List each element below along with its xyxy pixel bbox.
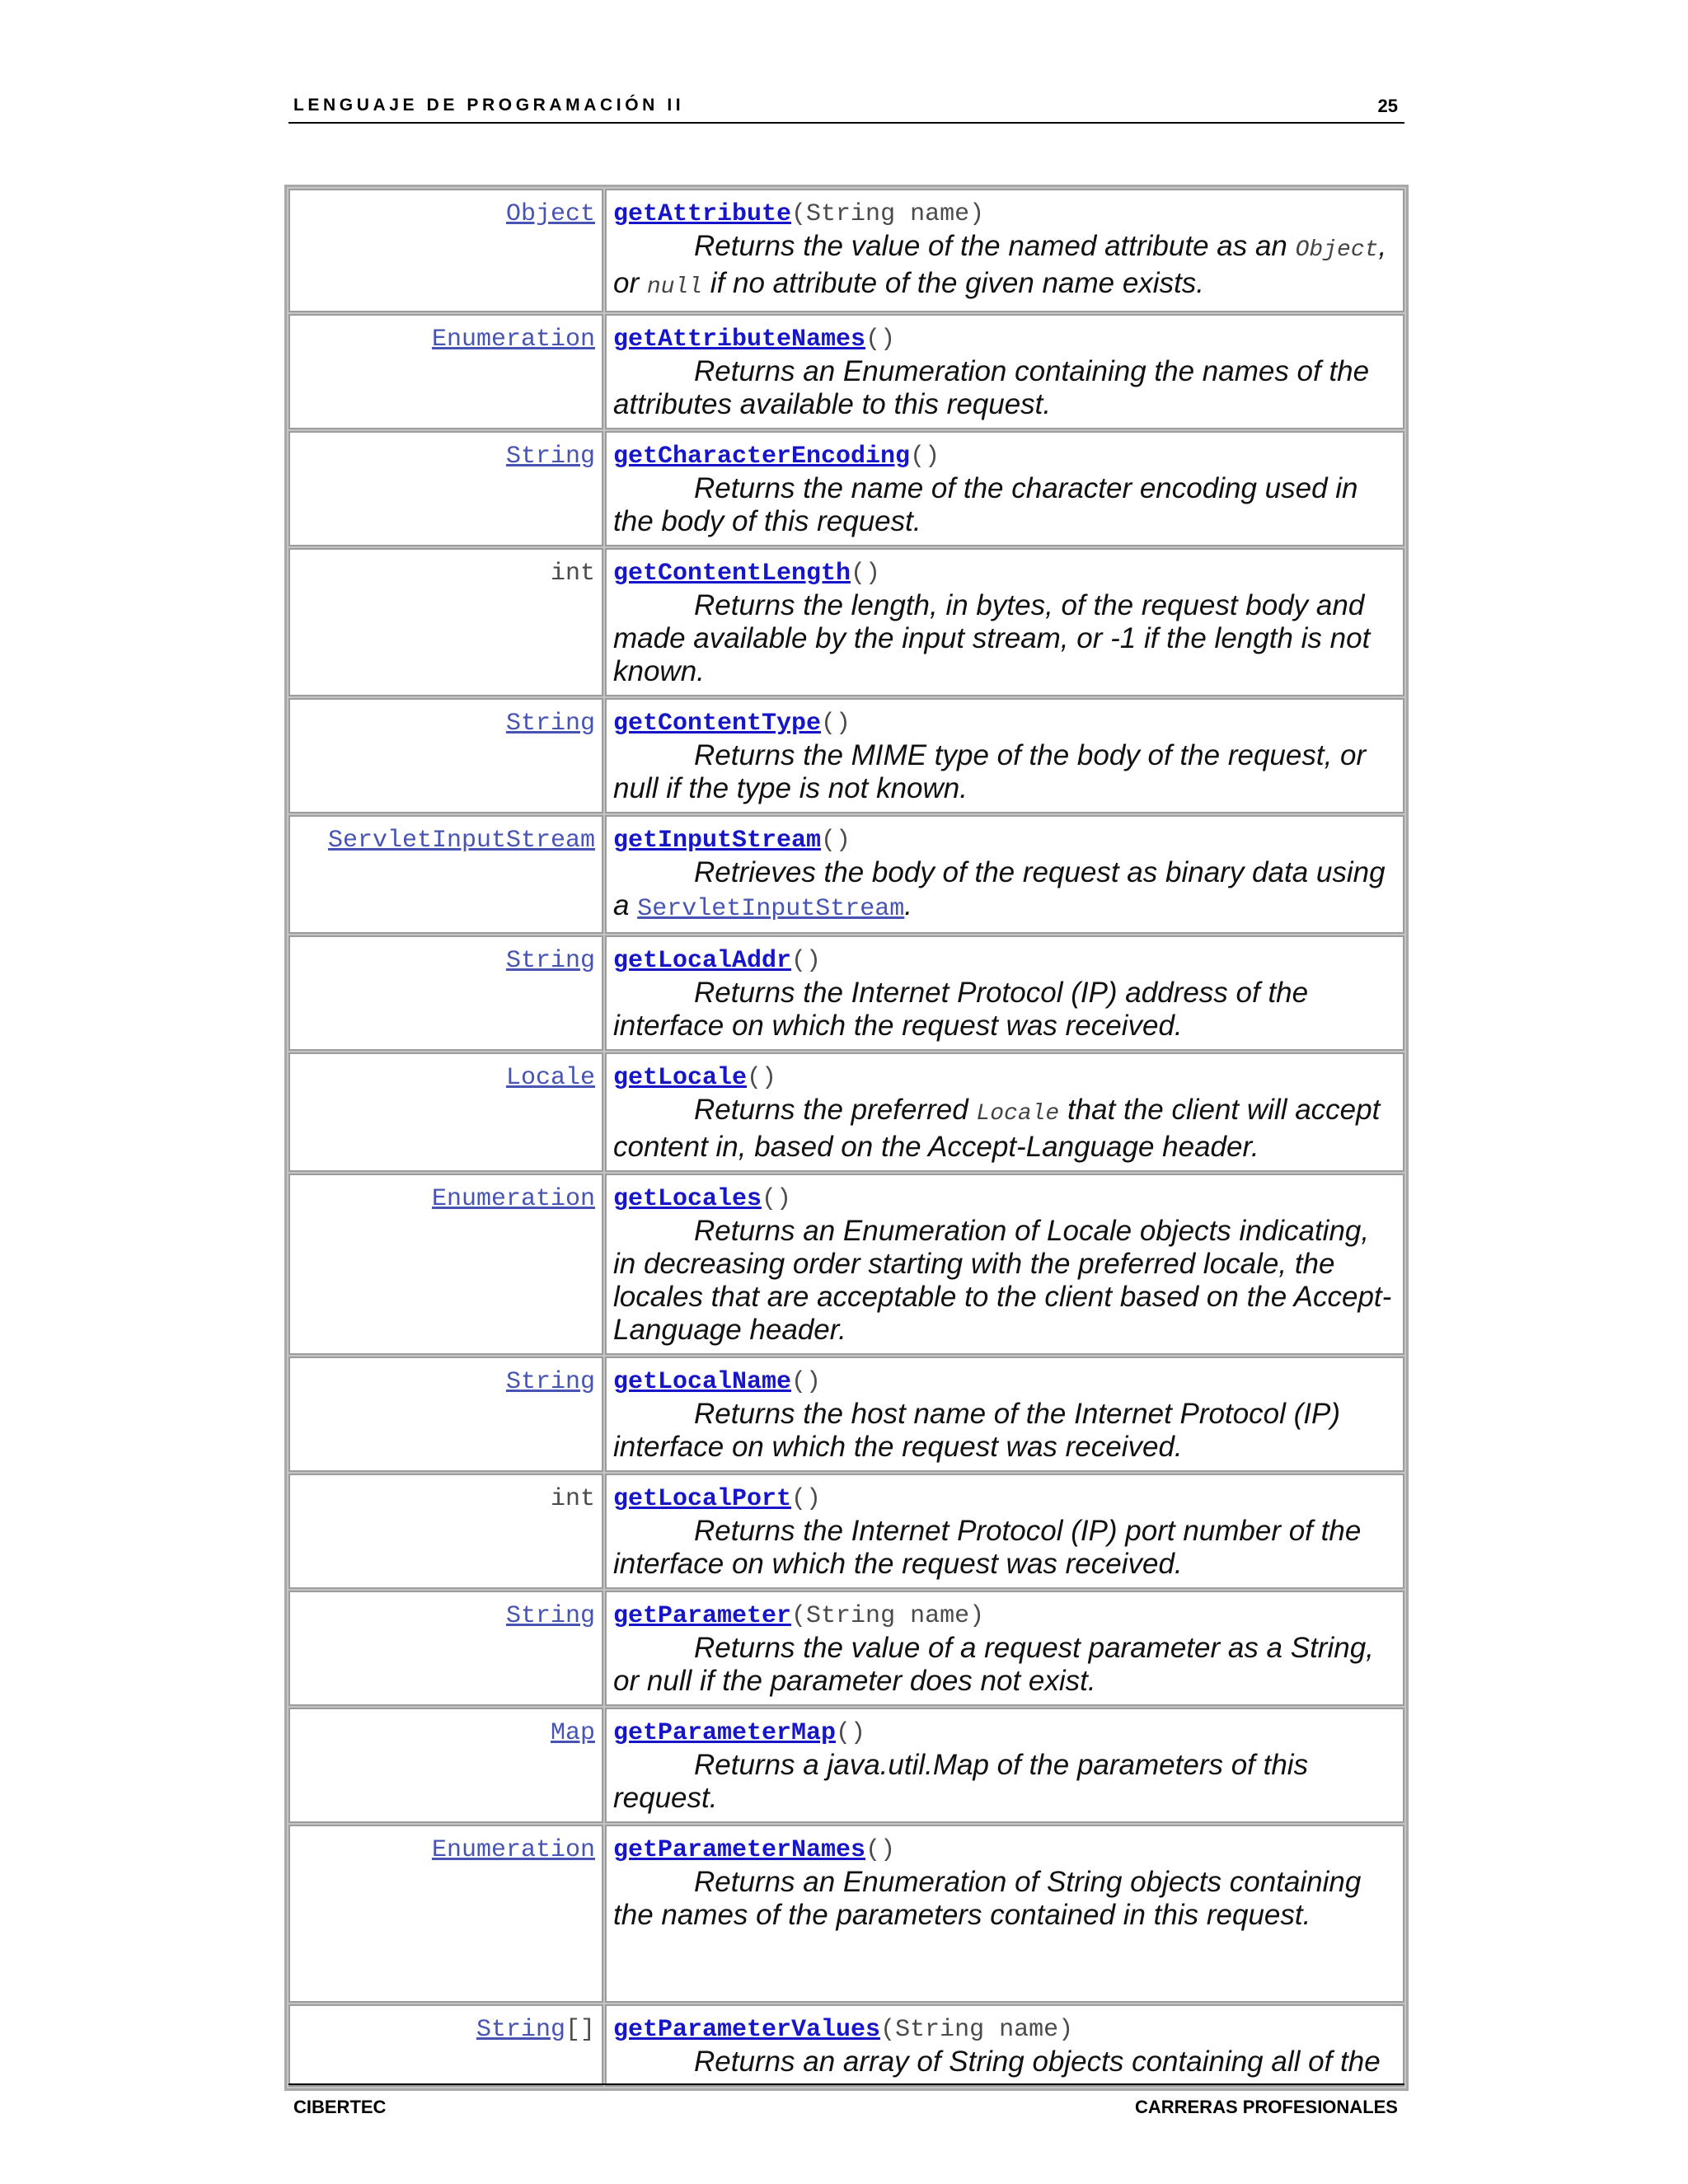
table-row [288,548,1404,696]
method-signature [613,1483,1393,1515]
return-type-cell [288,548,603,696]
return-type-link[interactable]: String [476,2016,565,2044]
method-link[interactable]: getParameterValues [613,2016,881,2044]
method-cell [605,1474,1404,1589]
return-type-link[interactable]: String [505,947,595,975]
method-signature [613,558,1393,589]
method-cell [605,698,1404,813]
return-type-cell [288,314,603,429]
footer-right: CARRERAS PROFESIONALES [1134,2097,1398,2117]
method-params: () [865,326,896,354]
method-cell [605,1591,1404,1706]
method-description: Returns an Enumeration of Locale objects indicating, in decreasing order starting with the preferred locale, the locales that are acceptable to the client based on the Accept-Language header. [613,1215,1392,1346]
method-link[interactable]: getAttributeNames [613,326,866,354]
method-signature [613,825,1393,856]
method-signature [613,1183,1393,1215]
footer-left: CIBERTEC [293,2097,387,2117]
method-signature [613,1366,1393,1398]
method-signature [613,441,1393,472]
method-params: () [791,1485,822,1513]
method-signature [613,1718,1393,1749]
method-description: Returns the host name of the Internet Protocol (IP) interface on which the request was received. [613,1398,1341,1463]
method-cell [605,548,1404,696]
table-row [288,189,1404,312]
method-link[interactable]: getLocalName [613,1368,792,1396]
method-link[interactable]: getParameter [613,1602,792,1630]
table-row [288,1591,1404,1706]
method-cell [605,1825,1404,2003]
return-type-cell [288,431,603,546]
method-signature [613,708,1393,739]
method-description: Returns an Enumeration containing the names of the attributes available to this request. [613,355,1370,420]
table-row [288,1357,1404,1472]
table-row [288,698,1404,813]
method-params: () [865,1836,896,1864]
return-type: int [550,1485,595,1513]
return-type: int [550,560,595,588]
method-cell [605,935,1404,1051]
code-object: Object [1295,237,1379,263]
return-type-cell [288,1052,603,1172]
return-type-cell [288,1708,603,1823]
return-type-link[interactable]: Locale [505,1064,595,1092]
table-row [288,1708,1404,1823]
method-link[interactable]: getCharacterEncoding [613,443,911,471]
table-row [288,815,1404,934]
page-footer [288,2083,1404,2118]
table-row [288,314,1404,429]
method-description: Returns an Enumeration of String objects containing the names of the parameters contained in this request. [613,1866,1362,1931]
method-params: () [747,1064,777,1092]
method-link[interactable]: getAttribute [613,200,792,228]
return-type-cell [288,1591,603,1706]
return-type-link[interactable]: String [505,710,595,738]
method-link[interactable]: getContentType [613,710,822,738]
method-cell [605,1708,1404,1823]
method-signature [613,199,1393,230]
table-row [288,1825,1404,2003]
method-description: Returns the Internet Protocol (IP) port number of the interface on which the request was received. [613,1515,1362,1580]
method-description: Returns the preferred Locale that the client will accept content in, based on the Accept-Language header. [613,1094,1381,1163]
method-description: Returns the MIME type of the body of the request, or null if the type is not known. [613,739,1367,804]
array-suffix: [] [565,2016,595,2044]
return-type-link[interactable]: Object [505,200,595,228]
method-params: (String name) [880,2016,1074,2044]
method-description: Retrieves the body of the request as binary data using a ServletInputStream. [613,856,1386,923]
method-params: () [791,947,822,975]
method-params: () [851,560,881,588]
method-cell [605,1357,1404,1472]
method-cell [605,1174,1404,1355]
method-cell [605,314,1404,429]
method-cell [605,189,1404,312]
return-type-cell [288,1357,603,1472]
method-summary-table [284,185,1409,2091]
method-description: Returns the Internet Protocol (IP) address of the interface on which the request was received. [613,977,1309,1042]
return-type-cell [288,189,603,312]
method-link[interactable]: getLocalPort [613,1485,792,1513]
page-header [288,92,1404,124]
table-row [288,1052,1404,1172]
method-params: () [791,1368,822,1396]
header-title: LENGUAJE DE PROGRAMACIÓN II [293,96,685,115]
method-params: () [910,443,940,471]
code-locale: Locale [976,1101,1060,1127]
return-type-link[interactable]: Enumeration [431,1185,595,1213]
method-params: () [821,710,851,738]
table-row [288,431,1404,546]
return-type-link[interactable]: String [505,1368,595,1396]
method-link[interactable]: getContentLength [613,560,851,588]
method-params: (String name) [791,200,985,228]
method-signature [613,1835,1393,1866]
method-cell [605,1052,1404,1172]
method-signature [613,1601,1393,1632]
method-link[interactable]: getLocale [613,1064,748,1092]
method-description: Returns the value of a request parameter as a String, or null if the parameter does not exist. [613,1632,1374,1697]
method-description: Returns an array of String objects containing all of the [694,2046,1381,2078]
table-row [288,2004,1404,2087]
return-type-cell [288,698,603,813]
method-signature [613,1062,1393,1094]
return-type-link[interactable]: String [505,1602,595,1630]
return-type-link[interactable]: Enumeration [431,1836,595,1864]
method-signature [613,945,1393,977]
method-link[interactable]: getInputStream [613,827,822,855]
method-signature [613,324,1393,355]
method-params: (String name) [791,1602,985,1630]
method-link[interactable]: getParameterNames [613,1836,866,1864]
return-type-cell [288,935,603,1051]
method-link[interactable]: getParameterMap [613,1719,837,1747]
return-type-cell [288,815,603,934]
return-type-link[interactable]: String [505,443,595,471]
method-link[interactable]: getLocalAddr [613,947,792,975]
method-description: Returns a java.util.Map of the parameters of this request. [613,1749,1309,1814]
method-description: Returns the length, in bytes, of the request body and made available by the input stream, or -1 if the length is not known. [613,589,1371,687]
table-row [288,1174,1404,1355]
method-cell [605,431,1404,546]
return-type-cell [288,1825,603,2003]
servletinputstream-link[interactable]: ServletInputStream [637,895,905,923]
table-row [288,935,1404,1051]
method-params: () [836,1719,866,1747]
page-number: 25 [1377,96,1398,116]
return-type-link[interactable]: Enumeration [431,326,595,354]
return-type-cell [288,2004,603,2087]
method-signature [613,2014,1393,2046]
return-type-cell [288,1474,603,1589]
code-null: null [646,274,703,300]
method-params: () [821,827,851,855]
return-type-link[interactable]: ServletInputStream [327,827,595,855]
method-params: () [762,1185,792,1213]
method-link[interactable]: getLocales [613,1185,762,1213]
table-row [288,1474,1404,1589]
method-cell [605,815,1404,934]
method-description: Returns the value of the named attribute as an Object, or null if no attribute of the given name exists. [613,230,1387,300]
return-type-link[interactable]: Map [550,1719,595,1747]
method-description: Returns the name of the character encoding used in the body of this request. [613,472,1358,537]
method-cell [605,2004,1404,2087]
return-type-cell [288,1174,603,1355]
